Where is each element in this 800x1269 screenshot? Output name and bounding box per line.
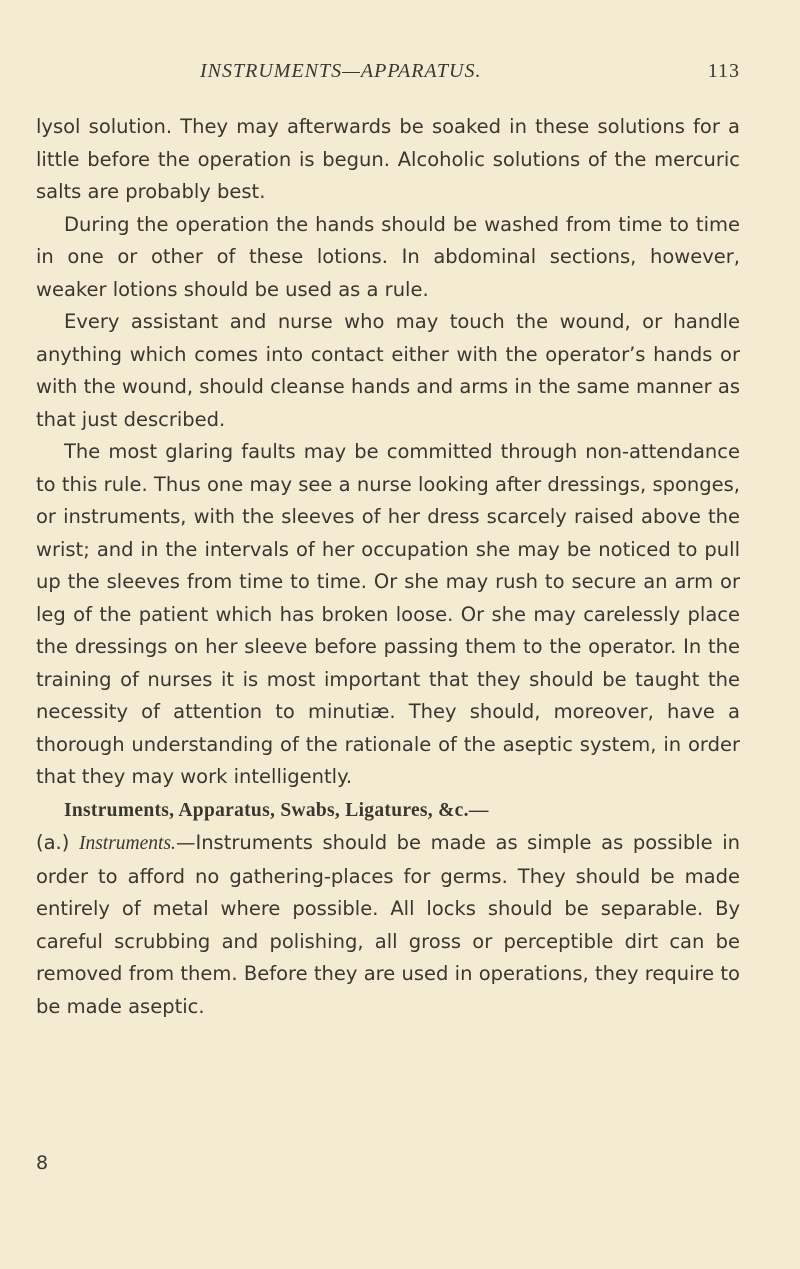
section-heading: Instruments, Apparatus, Swabs, Ligatures, &c.—	[64, 799, 489, 821]
paragraph-3: Every assistant and nurse who may touch the wound, or handle anything which comes into contact either with the operator’s hands or with the wound, should cleanse hands and arms in the same manner as that just described.	[36, 310, 740, 431]
instruments-paragraph	[36, 827, 740, 1023]
section-heading-paragraph	[36, 794, 740, 828]
paragraph-1: lysol solution. They may afterwards be soaked in these solutions for a little before the operation is begun. Alcoholic solutions of the mercuric salts are probably best.	[36, 115, 740, 203]
paragraph-2: During the operation the hands should be washed from time to time in one or other of these lotions. In abdominal sections, however, weaker lotions should be used as a rule.	[36, 212, 740, 301]
subheading-title: Instruments.	[78, 833, 176, 854]
running-title: INSTRUMENTS—APPARATUS.	[200, 60, 482, 82]
instruments-text: —Instruments should be made as simple as possible in order to afford no gathering-places for germs. They should be made entirely of metal where possible. All locks should be separable. By careful scrubbing and polishing, all gross or perceptible dirt can be removed from them. Before they are used in operations, they require to be made aseptic.	[36, 831, 741, 1018]
page-header	[200, 60, 740, 83]
paragraph-4: The most glaring faults may be committed through non-attendance to this rule. Thus one may see a nurse looking after dressings, sponges, or instruments, with the sleeves of her dress scarcely raised above the wrist; and in the intervals of her occupation she may be noticed to pull up the sleeves from time to time. Or she may rush to secure an arm or leg of the patient which has broken loose. Or she may carelessly place the dressings on her sleeve before passing them to the operator. In the training of nurses it is most important that they should be taught the necessity of attention to minutiæ. They should, moreover, have a thorough understanding of the rationale of the aseptic system, in order that they may work intelligently.	[36, 440, 740, 788]
page-number: 113	[707, 60, 740, 82]
subheading-label: (a.)	[36, 831, 70, 854]
page-body	[36, 111, 740, 1023]
signature-mark: 8	[36, 1152, 49, 1174]
